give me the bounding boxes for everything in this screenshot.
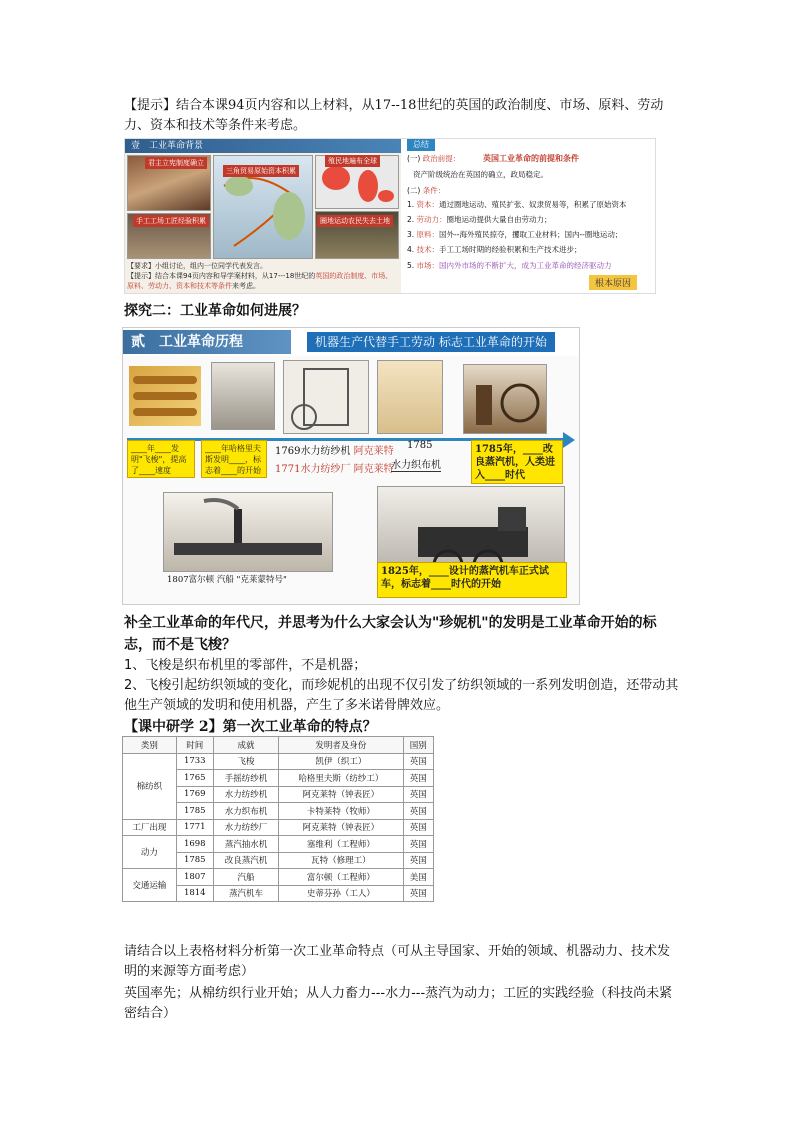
cell-item: 蒸汽机车 [213,885,279,902]
answer-3: 英国率先；从棉纺织行业开始；从人力畜力---水力---蒸汽为动力；工匠的实践经验（科技尚未紧密结合） [124,986,673,1021]
cell-item: 汽船 [213,869,279,886]
box-jenny: ____年哈格里夫斯发明____，标志着____的开始 [201,440,267,478]
box-steam-engine: 1785年，____改良蒸汽机，人类进入____时代 [471,440,563,484]
cell-who: 瓦特（修理工） [279,852,403,869]
col-inventor: 发明者及身份 [279,737,403,754]
tag-workshop: 手工工场工匠经验积累 [133,215,209,227]
tag-colonies: 殖民地遍布全球 [325,155,380,167]
jenny-image [211,362,275,430]
process-topbar [123,328,579,356]
flying-shuttle-image [129,366,201,426]
cell-year: 1814 [176,885,213,902]
col-country: 国别 [403,737,433,754]
summary-line-8: 5. 市场：国内外市场的不断扩大，成为工业革命的经济驱动力 [407,261,612,270]
col-category: 类别 [123,737,177,754]
cell-year: 1785 [176,852,213,869]
steamboat-caption: 1807富尔顿 汽船 "克莱蒙特号" [167,575,287,585]
summary-panel [403,139,655,293]
note-hint-red: 英国的政治制度、市场、原料、劳动力、资本和技术等条件 [127,272,393,290]
invention-table [122,736,434,902]
cell-item: 水力纺纱厂 [213,819,279,836]
cell-who: 史蒂芬孙（工人） [279,885,403,902]
cell-country: 英国 [403,836,433,853]
steam-engine-graphic [464,365,546,433]
root-cause-button[interactable]: 根本原因 [589,275,637,290]
hand-water-frame: 1769水力纺纱机 阿克莱特 [275,446,394,457]
steamboat-graphic [164,493,332,571]
col-year: 时间 [176,737,213,754]
water-frame-image [283,360,369,434]
box-flying-shuttle: ____年____发明"飞梭"，提高了____速度 [127,440,195,478]
cell-year: 1733 [176,753,213,770]
summary-tab: 总结 [407,139,435,151]
table-row [123,753,434,770]
question-2: 请结合以上表格材料分析第一次工业革命特点（可从主导国家、开始的领域、机器动力、技术发明的来源等方面考虑） [124,944,671,979]
cell-who: 哈格里夫斯（纺纱工） [279,770,403,787]
cell-country: 美国 [403,869,433,886]
hint-text: 【提示】结合本课94页内容和以上材料，从17--18世纪的英国的政治制度、市场、原料、劳动力、资本和技术等条件来考虑。 [124,98,664,133]
cell-category: 动力 [123,836,177,869]
summary-line-6: 3. 原料：国外--海外殖民掠夺，攫取工业材料；国内--圈地运动； [407,230,623,239]
cell-category: 工厂出现 [123,819,177,836]
summary-line-7: 4. 技术：手工工场时期的经验积累和生产技术进步； [407,245,582,254]
shuttle-graphic [129,366,201,426]
question-1: 补全工业革命的年代尺，并思考为什么大家会认为"珍妮机"的发明是工业革命开始的标志，而不是飞梭？ [124,615,657,653]
cell-who: 富尔顿（工程师） [279,869,403,886]
summary-line-2: 资产阶级统治在英国的确立，政局稳定。 [413,170,548,179]
cell-item: 水力纺纱机 [213,786,279,803]
background-photo-panel [125,139,401,293]
cell-country: 英国 [403,786,433,803]
cell-year: 1785 [176,803,213,820]
cell-item: 手摇纺纱机 [213,770,279,787]
box-locomotive: 1825年，____设计的蒸汽机车正式试车，标志着____时代的开始 [377,562,567,598]
cell-country: 英国 [403,770,433,787]
table-row [123,819,434,836]
cell-who: 塞维利（工程师） [279,836,403,853]
cell-country: 英国 [403,803,433,820]
note-hint: 【提示】结合本课94页内容和导学案材料，从17---18世纪的 [127,272,316,280]
table-body [123,753,434,902]
process-tagline: 机器生产代替手工劳动 标志工业革命的开始 [307,332,555,352]
table-header-row [123,737,434,754]
cell-category: 棉纺织 [123,753,177,819]
tag-enclosure: 圈地运动农民失去土地 [317,215,393,227]
summary-line-3: (二) 条件： [407,186,446,195]
cell-year: 1807 [176,869,213,886]
summary-line-1: (一) 政治前提： [407,154,461,163]
cell-item: 水力织布机 [213,803,279,820]
cell-country: 英国 [403,852,433,869]
cell-item: 改良蒸汽机 [213,852,279,869]
cell-year: 1765 [176,770,213,787]
cell-country: 英国 [403,885,433,902]
summary-title: 英国工业革命的前提和条件 [483,154,579,163]
cell-who: 阿克莱特（钟表匠） [279,819,403,836]
background-figure [124,138,656,294]
cell-country: 英国 [403,753,433,770]
process-header: 贰 工业革命历程 [123,330,291,354]
tag-triangle-trade: 三角贸易原始资本积累 [223,165,299,177]
cell-who: 卡特莱特（牧师） [279,803,403,820]
background-header: 壹 工业革命背景 [125,139,401,153]
cell-item: 飞梭 [213,753,279,770]
note-requirement: 【要求】小组讨论，组内一位同学代表发言。 [127,262,267,270]
answer-1: 1、飞梭是织布机里的零部件，不是机器； [124,658,367,673]
background-note [127,261,399,291]
summary-line-5: 2. 劳动力：圈地运动提供大量自由劳动力； [407,215,552,224]
process-figure [122,327,580,605]
tag-constitutional: 君主立宪制度确立 [145,157,207,169]
note-hint-end: 来考虑。 [232,282,260,290]
power-loom-label: 水力织布机 [391,456,441,472]
cell-who: 阿克莱特（钟表匠） [279,786,403,803]
cell-year: 1769 [176,786,213,803]
hand-water-mill: 1771水力纺纱厂 阿克莱特 [275,464,394,475]
col-achievement: 成就 [213,737,279,754]
cell-who: 凯伊（织工） [279,753,403,770]
loom-sketch-image [377,360,443,434]
table-row [123,836,434,853]
section2-title: 探究二：工业革命如何进展？ [124,303,306,319]
answer-2: 2、飞梭引起纺织领域的变化，而珍妮机的出现不仅引发了纺织领域的一系列发明创造，还带动其他生产领域的发明和使用机器，产生了多米诺骨牌效应。 [124,678,679,713]
steamboat-image [163,492,333,572]
cell-year: 1771 [176,819,213,836]
table-row [123,869,434,886]
section3-title: 【课中研学 2】第一次工业革命的特点？ [124,719,377,735]
cell-item: 蒸汽抽水机 [213,836,279,853]
cell-country: 英国 [403,819,433,836]
water-frame-graphic [284,361,368,433]
timeline-arrowhead [563,432,575,448]
cell-category: 交通运输 [123,869,177,902]
summary-line-4: 1. 资本：通过圈地运动、殖民扩张、奴隶贸易等，积累了原始资本 [407,200,627,209]
steam-engine-image [463,364,547,434]
year-1785: 1785 [407,440,433,451]
cell-year: 1698 [176,836,213,853]
